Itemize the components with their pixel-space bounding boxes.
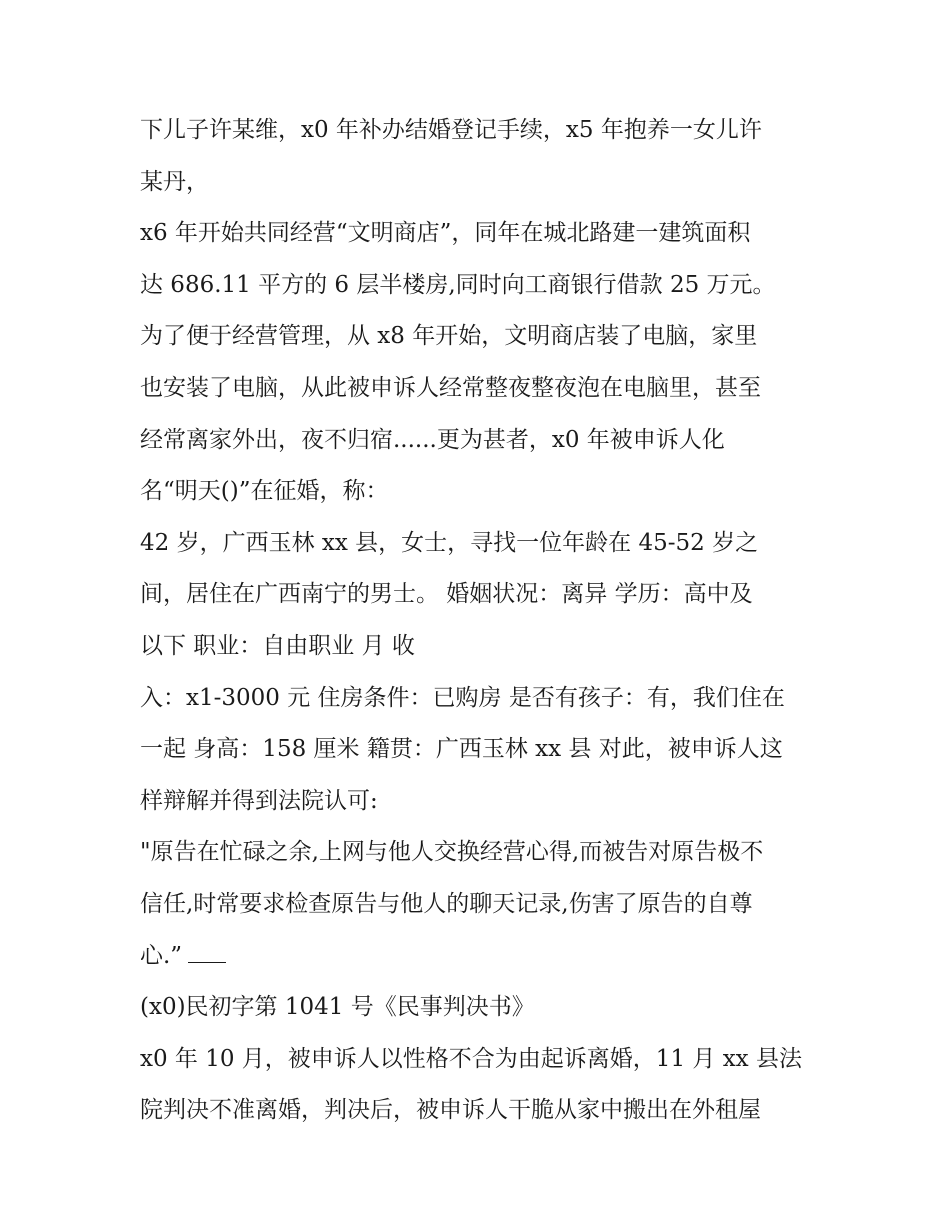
text-line-5: 为了便于经营管理，从 x8 年开始，文明商店装了电脑，家里 (140, 323, 758, 350)
text-line-17 (140, 931, 830, 983)
text-line-15: "原告在忙碌之余,上网与他人交换经营心得,而被告对原告极不 (140, 839, 764, 866)
text-line-10: 间，居住在广西南宁的男士。 婚姻状况：离异 学历：高中及 (140, 581, 753, 608)
text-line-3: x6 年开始共同经营“文明商店”，同年在城北路建一建筑面积 (140, 220, 751, 247)
text-line-1: 下儿子许某维，x0 年补办结婚登记手续，x5 年抱养一女儿许 (140, 117, 762, 143)
text-line-4: 达 686.11 平方的 6 层半楼房,同时向工商银行借款 25 万元。 (140, 271, 776, 298)
text-line-7: 经常离家外出，夜不归宿......更为甚者，x0 年被申诉人化 (140, 426, 725, 453)
text-line-11: 以下 职业：自由职业 月 收 (140, 632, 415, 659)
text-line-6: 也安装了电脑，从此被申诉人经常整夜整夜泡在电脑里，甚至 (140, 374, 761, 401)
text-line-13: 一起 身高：158 厘米 籍贯：广西玉林 xx 县 对此，被申诉人这 (140, 736, 783, 763)
text-line-12: 入：x1-3000 元 住房条件：已购房 是否有孩子：有，我们住在 (140, 684, 785, 711)
text-line-2: 某丹， (140, 168, 209, 195)
text-line-14: 样辩解并得到法院认可: (140, 787, 378, 814)
document-body (140, 105, 830, 1137)
text-line-17-content: 心.” (140, 942, 183, 969)
text-line-9: 42 岁，广西玉林 xx 县，女士，寻找一位年龄在 45-52 岁之 (140, 529, 759, 556)
text-line-16: 信任,时常要求检查原告与他人的聊天记录,伤害了原告的自尊 (140, 890, 753, 917)
text-line-18: (x0)民初字第 1041 号《民事判决书》 (140, 994, 535, 1021)
blank-underline (188, 944, 226, 963)
text-line-19: x0 年 10 月，被申诉人以性格不合为由起诉离婚，11 月 xx 县法 (140, 1045, 802, 1072)
text-line-8: 名“明天()”在征婚，称： (140, 478, 389, 505)
text-line-20: 院判决不准离婚，判决后，被申诉人干脆从家中搬出在外租屋 (140, 1097, 761, 1124)
